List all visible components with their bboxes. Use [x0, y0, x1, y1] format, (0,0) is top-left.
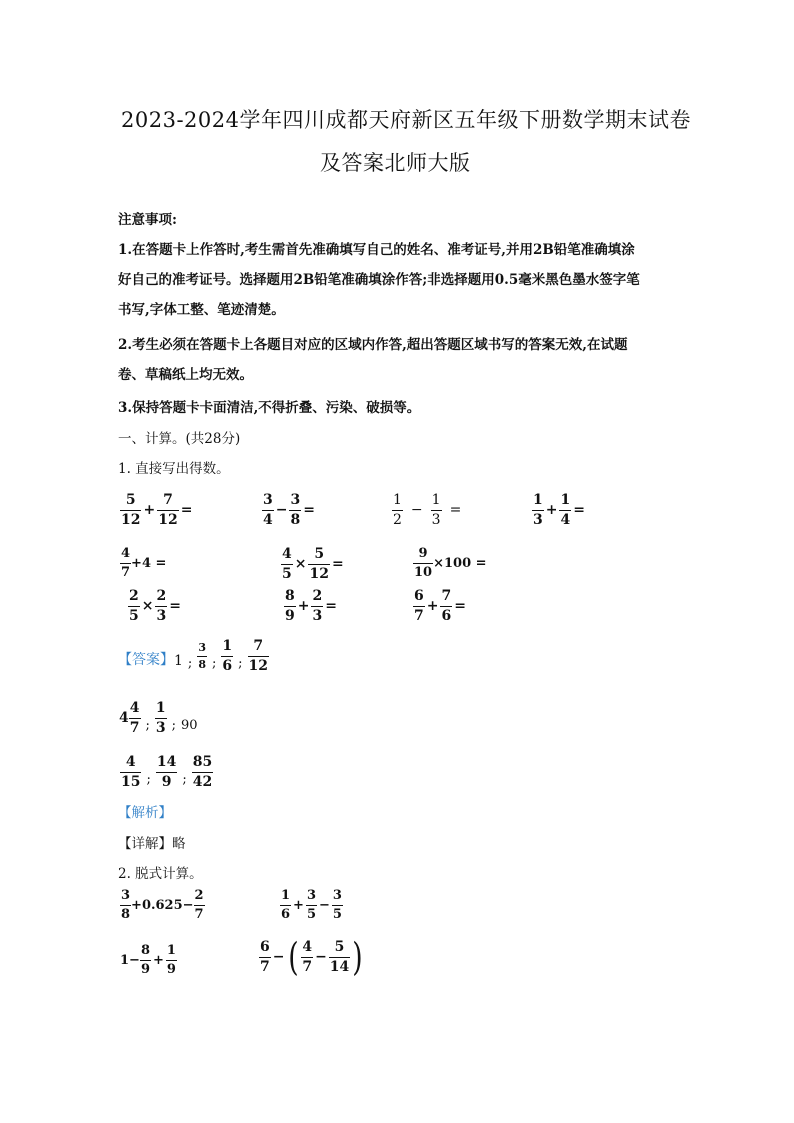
section-heading: 一、计算。(共28分)	[118, 431, 241, 447]
notes-item1-line1: 1.在答题卡上作答时,考生需首先准确填写自己的姓名、准考证号,并用2B铅笔准确填涂	[118, 242, 635, 258]
notes-item1-line3: 书写,字体工整、笔迹清楚。	[118, 302, 285, 318]
q2-expr-4: $\frac{6}{7}$ − ( $\frac{4}{7}$ − $\frac{5}{14}$ )	[260, 935, 363, 979]
q1-expr-8: $\frac{2}{5}$ × $\frac{2}{3}$ =	[129, 588, 181, 624]
q1-expr-2: $\frac{3}{4}$ − $\frac{3}{8}$ =	[263, 492, 315, 528]
notes-item2-line2: 卷、草稿纸上均无效。	[118, 367, 253, 383]
q2-expr-1: $\frac{3}{8}$ +0.625− $\frac{2}{7}$	[121, 888, 204, 922]
analysis-label: 【解析】	[118, 805, 172, 821]
q1-expr-6: $\frac{4}{5}$ × $\frac{5}{12}$ =	[282, 546, 344, 582]
q1-expr-4: $\frac{1}{3}$ + $\frac{1}{4}$ =	[533, 492, 585, 528]
question-2-prompt: 2. 脱式计算。	[118, 866, 203, 882]
detail-text: 略	[172, 836, 186, 852]
notes-item2-line1: 2.考生必须在答题卡上各题目对应的区域内作答,超出答题区域书写的答案无效,在试题	[118, 337, 628, 353]
page-title-line1: 2023-2024学年四川成都天府新区五年级下册数学期末试卷	[121, 108, 691, 132]
answers-row-3: $\frac{4}{15}$ ; $\frac{14}{9}$ ; $\frac{85}{42}$	[121, 754, 213, 790]
q1-expr-7: $\frac{9}{10}$ ×100 =	[414, 546, 487, 580]
answer-label: 【答案】	[118, 652, 174, 669]
page-title-line2: 及答案北师大版	[320, 151, 471, 175]
notes-item1-line2: 好自己的准考证号。选择题用2B铅笔准确填涂作答;非选择题用0.5毫米黑色墨水签字笔	[118, 272, 640, 288]
q2-expr-3: 1− $\frac{8}{9}$ + $\frac{1}{9}$	[120, 943, 176, 977]
q1-expr-9: $\frac{8}{9}$ + $\frac{2}{3}$ =	[285, 588, 337, 624]
question-1-prompt: 1. 直接写出得数。	[118, 461, 230, 477]
q1-expr-10: $\frac{6}{7}$ + $\frac{7}{6}$ =	[414, 588, 466, 624]
detail-line	[118, 832, 186, 852]
notes-item3: 3.保持答题卡卡面清洁,不得折叠、污染、破损等。	[118, 400, 421, 416]
q2-expr-2: $\frac{1}{6}$ + $\frac{3}{5}$ − $\frac{3}{5}$	[281, 888, 342, 922]
answers-row-1: 【答案】 1 ; $\frac{3}{8}$ ; $\frac{1}{6}$ ; $\frac{7}{12}$	[118, 638, 268, 674]
q1-expr-3: $\frac{1}{2}$ − $\frac{1}{3}$ =	[393, 492, 462, 528]
q1-expr-1: $\frac{5}{12}$ + $\frac{7}{12}$ =	[121, 492, 193, 528]
notes-heading: 注意事项:	[118, 212, 177, 228]
q1-expr-5: $\frac{4}{7}$ +4 =	[121, 546, 167, 580]
answers-row-2: 4 $\frac{4}{7}$ ; $\frac{1}{3}$ ; 90	[119, 700, 198, 736]
detail-label: 【详解】	[118, 836, 172, 852]
